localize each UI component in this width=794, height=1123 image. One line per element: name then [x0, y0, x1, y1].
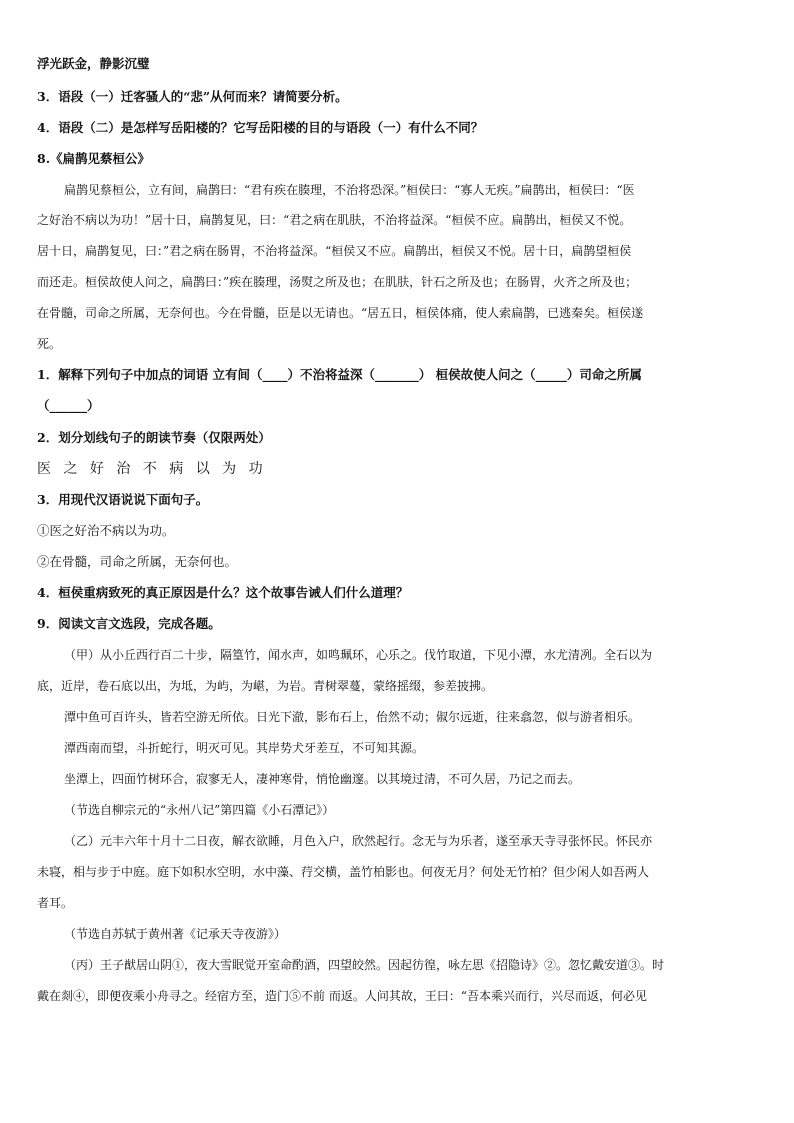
passage-line: 而还走。桓侯故使人问之，扁鹊曰：”疾在腠理，汤熨之所及也；在肌肤，针石之所及也；在肠胃，火齐之所及也； — [37, 275, 638, 289]
passage-line: 者耳。 — [37, 896, 74, 910]
question-line: 9．阅读文言文选段，完成各题。 — [37, 616, 221, 631]
question-line: 4．语段（二）是怎样写岳阳楼的？它写岳阳楼的目的与语段（一）有什么不同？ — [37, 120, 484, 135]
question-line: 4．桓侯重病致死的真正原因是什么？这个故事告诫人们什么道理？ — [37, 585, 409, 600]
passage-line: （乙）元丰六年十月十二日夜，解衣欲睡，月色入户，欣然起行。念无与为乐者，遂至承天寺寻张怀民。怀民亦 — [64, 834, 653, 848]
passage-line: 扁鹊见蔡桓公，立有间，扁鹊曰：“君有疾在腠理，不治将恐深。”桓侯曰：“寡人无疾。”扁鹊出，桓侯曰：“医 — [64, 183, 635, 197]
passage-line: （甲）从小丘西行百二十步，隔篁竹，闻水声，如鸣珮环，心乐之。伐竹取道，下见小潭，水尤清冽。全石以为 — [64, 648, 653, 662]
passage-line: 戴在剡④，即便夜乘小舟寻之。经宿方至，造门⑤不前 而返。人问其故，王曰：“吾本乘兴而行，兴尽而返，何必见 — [37, 989, 647, 1003]
source-note: （节选自苏轼于黄州著《记承天寺夜游》） — [64, 927, 287, 941]
section-heading: 8.《扁鹊见蔡桓公》 — [37, 151, 151, 166]
passage-line: 坐潭上，四面竹树环合，寂寥无人，凄神寒骨，悄怆幽邃。以其境过清，不可久居，乃记之而去。 — [64, 772, 581, 786]
passage-line: 死。 — [37, 337, 62, 351]
question-line: 3．用现代汉语说说下面句子。 — [37, 492, 209, 507]
source-note: （节选自柳宗元的“永州八记”第四篇《小石潭记》） — [64, 803, 335, 817]
question-line: 1．解释下列句子中加点的词语 立有间（____）不治将益深（_______） 桓侯故使人问之（_____）司命之所属 — [37, 367, 642, 382]
sentence-item: ②在骨髓，司命之所属，无奈何也。 — [37, 554, 238, 569]
passage-line: 在骨髓，司命之所属，无奈何也。今在骨髓，臣是以无请也。“居五日，桓侯体痛，使人索扁鹊，已逃秦矣。桓侯遂 — [37, 306, 644, 320]
passage-line: 居十日，扁鹊复见，曰：”君之病在肠胃，不治将益深。“桓侯又不应。扁鹊出，桓侯又不悦。居十日，扁鹊望桓侯 — [37, 244, 632, 258]
question-line: 3．语段（一）迁客骚人的“悲”从何而来？请简要分析。 — [37, 89, 348, 104]
passage-line: （丙）王子猷居山阴①，夜大雪眠觉开室命酌酒，四望皎然。因起彷徨，咏左思《招隐诗》②。忽忆戴安道③。时 — [64, 958, 665, 972]
passage-line: 潭中鱼可百许头，皆若空游无所依。日光下澈，影布石上，佁然不动；俶尔远逝，往来翕忽，似与游者相乐。 — [64, 710, 641, 724]
question-line: （______） — [37, 398, 100, 413]
text-line: 浮光跃金，静影沉璧 — [37, 56, 150, 71]
passage-line: 底，近岸，卷石底以出，为坻，为屿，为嵁，为岩。青树翠蔓，蒙络摇缀，参差披拂。 — [37, 679, 494, 693]
sentence-item: ①医之好治不病以为功。 — [37, 523, 175, 538]
passage-line: 之好治不病以为功！”居十日，扁鹊复见，曰：“君之病在肌肤，不治将益深。“桓侯不应。扁鹊出，桓侯又不悦。 — [37, 213, 632, 227]
question-line: 2．划分划线句子的朗读节奏（仅限两处） — [37, 430, 271, 445]
rhythm-sentence: 医 之 好 治 不 病 以 为 功 — [37, 461, 267, 477]
passage-line: 潭西南而望，斗折蛇行，明灭可见。其岸势犬牙差互，不可知其源。 — [64, 741, 425, 755]
passage-line: 未寝，相与步于中庭。庭下如积水空明，水中藻、荇交横，盖竹柏影也。何夜无月？何处无竹柏？但少闲人如吾两人 — [37, 865, 650, 879]
